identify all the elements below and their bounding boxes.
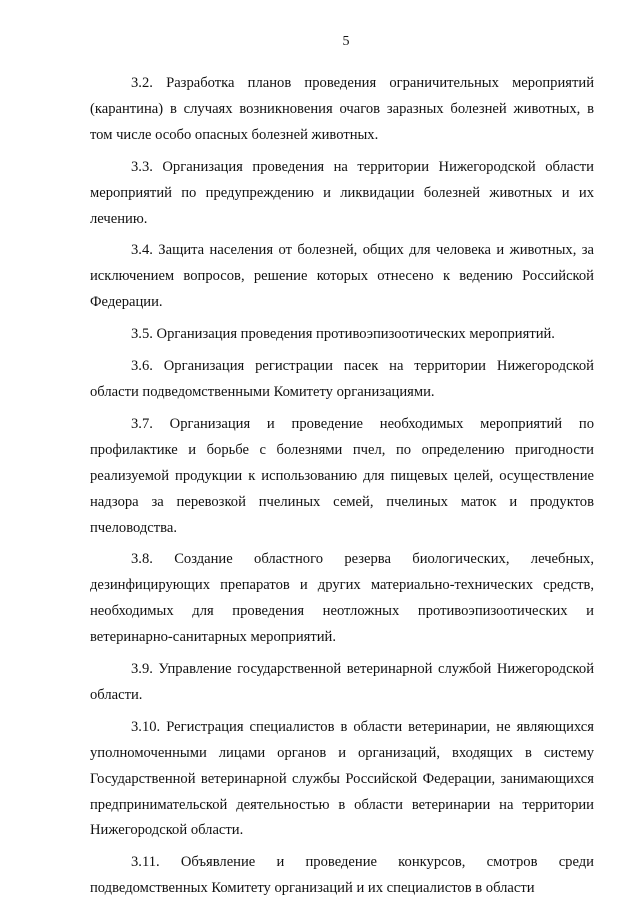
paragraph-3-3: 3.3. Организация проведения на территории Нижегородской области мероприятий по предупреждению и ликвидации болезней животных и их лечению. [90,158,594,227]
page-number: 5 [342,34,350,49]
paragraph-3-11: 3.11. Объявление и проведение конкурсов, смотров среди подведомственных Комитету организаций и их специалистов в области [90,854,594,897]
paragraph-3-10: 3.10. Регистрация специалистов в области ветеринарии, не являющихся уполномоченными лицами органов и организаций, входящих в систему Государственной ветеринарной службы Российской Федерации, занимающихся предпринимательской деятельностью в области ветеринарии на территории Нижегородской области. [90,718,594,839]
paragraph-3-5: 3.5. Организация проведения противоэпизоотических мероприятий. [131,326,555,343]
paragraph-3-2: 3.2. Разработка планов проведения ограничительных мероприятий (карантина) в случаях возникновения очагов заразных болезней животных, в том числе особо опасных болезней животных. [90,75,594,143]
paragraph-3-4: 3.4. Защита населения от болезней, общих для человека и животных, за исключением вопросов, решение которых отнесено к ведению Российской Федерации. [90,242,594,311]
paragraph-3-7: 3.7. Организация и проведение необходимых мероприятий по профилактике и борьбе с болезнями пчел, по определению пригодности реализуемой продукции к использованию для пищевых целей, осуществление надзора за перевозкой пчелиных семей, пчелиных маток и продуктов пчеловодства. [90,415,594,536]
paragraph-3-9: 3.9. Управление государственной ветеринарной службой Нижегородской области. [90,661,594,703]
paragraph-3-8: 3.8. Создание областного резерва биологических, лечебных, дезинфицирующих препаратов и других материально-технических средств, необходимых для проведения неотложных противоэпизоотических и ветеринарно-санитарных мероприятий. [90,551,594,646]
paragraph-3-6: 3.6. Организация регистрации пасек на территории Нижегородской области подведомственными Комитету организациями. [90,358,594,400]
